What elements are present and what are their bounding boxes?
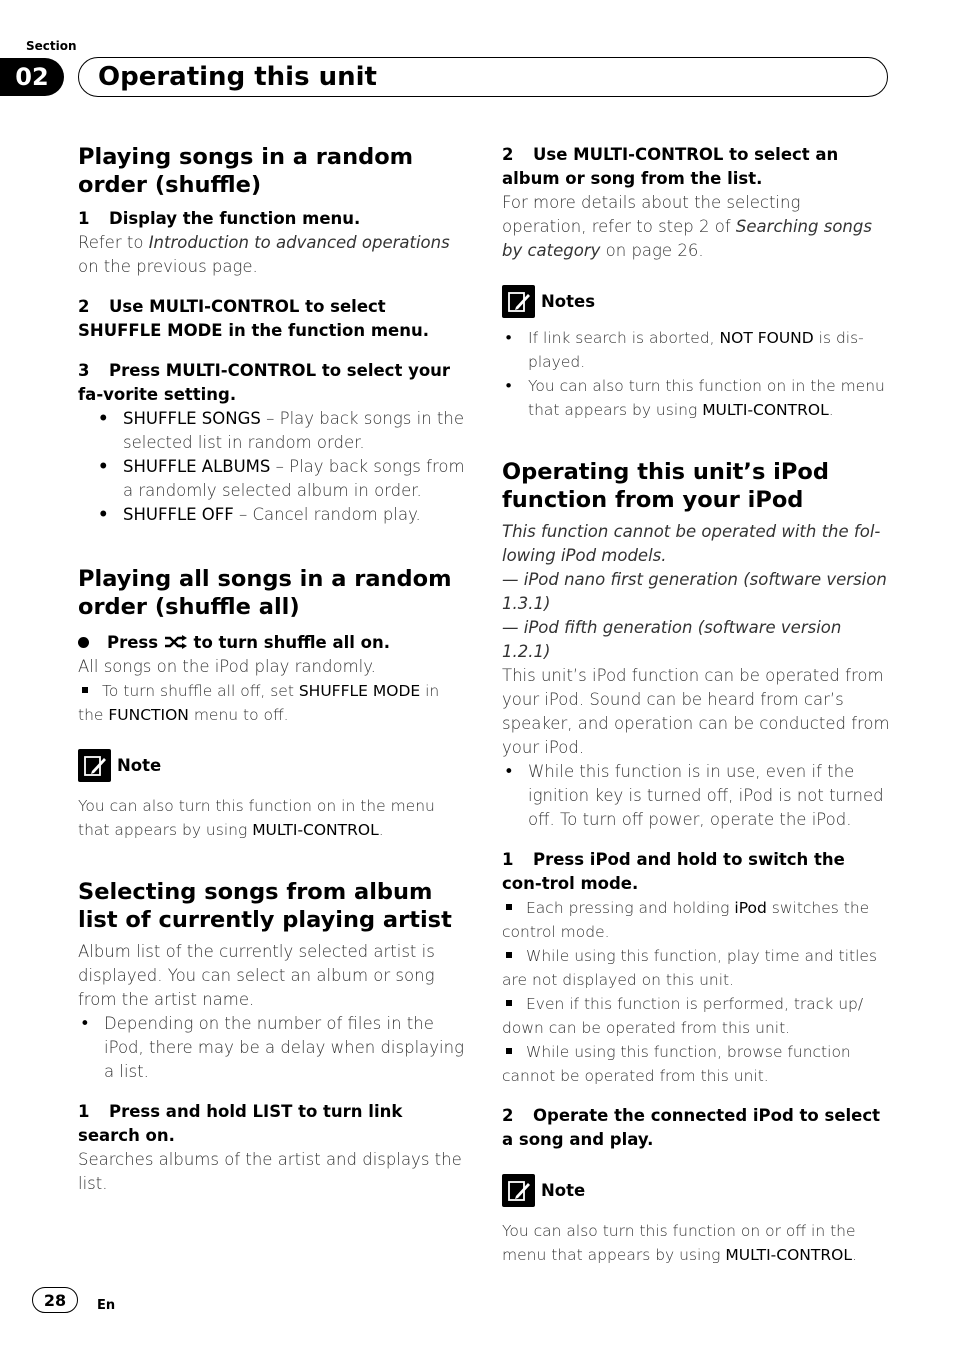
- heading-shuffle-all: Playing all songs in a random order (shuffle all): [78, 566, 452, 620]
- step-1-shuffle: 1 Display the function menu.: [78, 209, 361, 228]
- note-text: You can also turn this function on or off in the menu that appears by using MULTI-CONTROL.: [502, 1222, 857, 1264]
- step-1-ipod-control: 1 Press iPod and hold to switch the con-trol mode.: [502, 850, 845, 893]
- step-2-text: For more details about the selecting operation, refer to step 2 of Searching songs by category on page 26.: [502, 193, 872, 260]
- tip-item: Even if this function is performed, track up/ down can be operated from this unit.: [502, 995, 864, 1037]
- heading-ipod-function: Operating this unit’s iPod function from your iPod: [502, 459, 829, 513]
- list-item: • SHUFFLE OFF – Cancel random play.: [78, 503, 466, 527]
- step-1-link-search: 1 Press and hold LIST to turn link search on.: [78, 1102, 403, 1145]
- ipod-model-2: — iPod fifth generation (software version 1.2.1): [502, 618, 842, 661]
- square-bullet-icon: [506, 1048, 512, 1054]
- ipod-model-1: — iPod nano first generation (software version 1.3.1): [502, 570, 887, 613]
- album-list-text: Album list of the currently selected artist is displayed. You can select an album or song from the artist name.: [78, 942, 435, 1009]
- tip-item: While using this function, play time and titles are not displayed on this unit.: [502, 947, 878, 989]
- left-column: [78, 143, 466, 1196]
- note-pencil-icon: [502, 285, 535, 318]
- language-label: En: [97, 1298, 116, 1313]
- shuffle-all-tip: To turn shuffle all off, set SHUFFLE MODE in the FUNCTION menu to off.: [78, 682, 440, 724]
- shuffle-all-text: All songs on the iPod play randomly.: [78, 657, 376, 676]
- ipod-bullets: [502, 760, 890, 832]
- list-item: • SHUFFLE SONGS – Play back songs in the selected list in random order.: [78, 407, 466, 455]
- notes-header: Notes: [502, 285, 890, 318]
- ipod-text: This unit’s iPod function can be operated from your iPod. Sound can be heard from car’s speaker, and operation can be conducted from your iPod.: [502, 666, 890, 757]
- square-bullet-icon: [506, 904, 512, 910]
- link-search-text: Searches albums of the artist and displays the list.: [78, 1150, 462, 1193]
- step-3-shuffle: 3 Press MULTI-CONTROL to select your fa-vorite setting.: [78, 361, 451, 404]
- tip-item: While using this function, browse function cannot be operated from this unit.: [502, 1043, 851, 1085]
- notes-list: [502, 326, 890, 422]
- step-shuffle-all: Press to turn shuffle all on.: [78, 631, 466, 655]
- note-pencil-icon: [502, 1174, 535, 1207]
- ipod-tips: [502, 896, 890, 1088]
- list-item: • If link search is aborted, NOT FOUND is dis-played.: [502, 326, 890, 374]
- section-label: Section: [26, 39, 77, 53]
- bullet-disc-icon: [78, 637, 89, 648]
- heading-album-list: Selecting songs from album list of currently playing artist: [78, 879, 452, 933]
- list-item: • Depending on the number of files in the iPod, there may be a delay when displaying a list.: [78, 1012, 466, 1084]
- note-header: Note: [502, 1174, 890, 1207]
- square-bullet-icon: [506, 952, 512, 958]
- list-item: • While this function is in use, even if the ignition key is turned off, iPod is not turned off. To turn off power, operate the iPod.: [502, 760, 890, 832]
- shuffle-icon: [164, 635, 188, 649]
- ipod-intro: This function cannot be operated with the fol-lowing iPod models.: [502, 522, 881, 565]
- step-2-shuffle: 2 Use MULTI-CONTROL to select SHUFFLE MODE in the function menu.: [78, 297, 430, 340]
- right-column: [502, 143, 890, 1267]
- list-item: • SHUFFLE ALBUMS – Play back songs from a randomly selected album in order.: [78, 455, 466, 503]
- album-list-bullets: [78, 1012, 466, 1084]
- square-bullet-icon: [82, 687, 88, 693]
- page-number: 28: [32, 1287, 78, 1313]
- page-title: Operating this unit: [98, 62, 377, 92]
- shuffle-options-list: [78, 407, 466, 527]
- tip-item: Each pressing and holding iPod switches the control mode.: [502, 899, 870, 941]
- step-1-text: Refer to Introduction to advanced operations on the previous page.: [78, 233, 450, 276]
- section-number-badge: 02: [0, 58, 64, 96]
- step-2-select-album: 2 Use MULTI-CONTROL to select an album or song from the list.: [502, 145, 839, 188]
- step-2-ipod-play: 2 Operate the connected iPod to select a song and play.: [502, 1106, 881, 1149]
- note-header: Note: [78, 749, 466, 782]
- heading-shuffle: Playing songs in a random order (shuffle): [78, 144, 414, 198]
- list-item: • You can also turn this function on in the menu that appears by using MULTI-CONTROL.: [502, 374, 890, 422]
- square-bullet-icon: [506, 1000, 512, 1006]
- note-text: You can also turn this function on in the menu that appears by using MULTI-CONTROL.: [78, 797, 435, 839]
- note-pencil-icon: [78, 749, 111, 782]
